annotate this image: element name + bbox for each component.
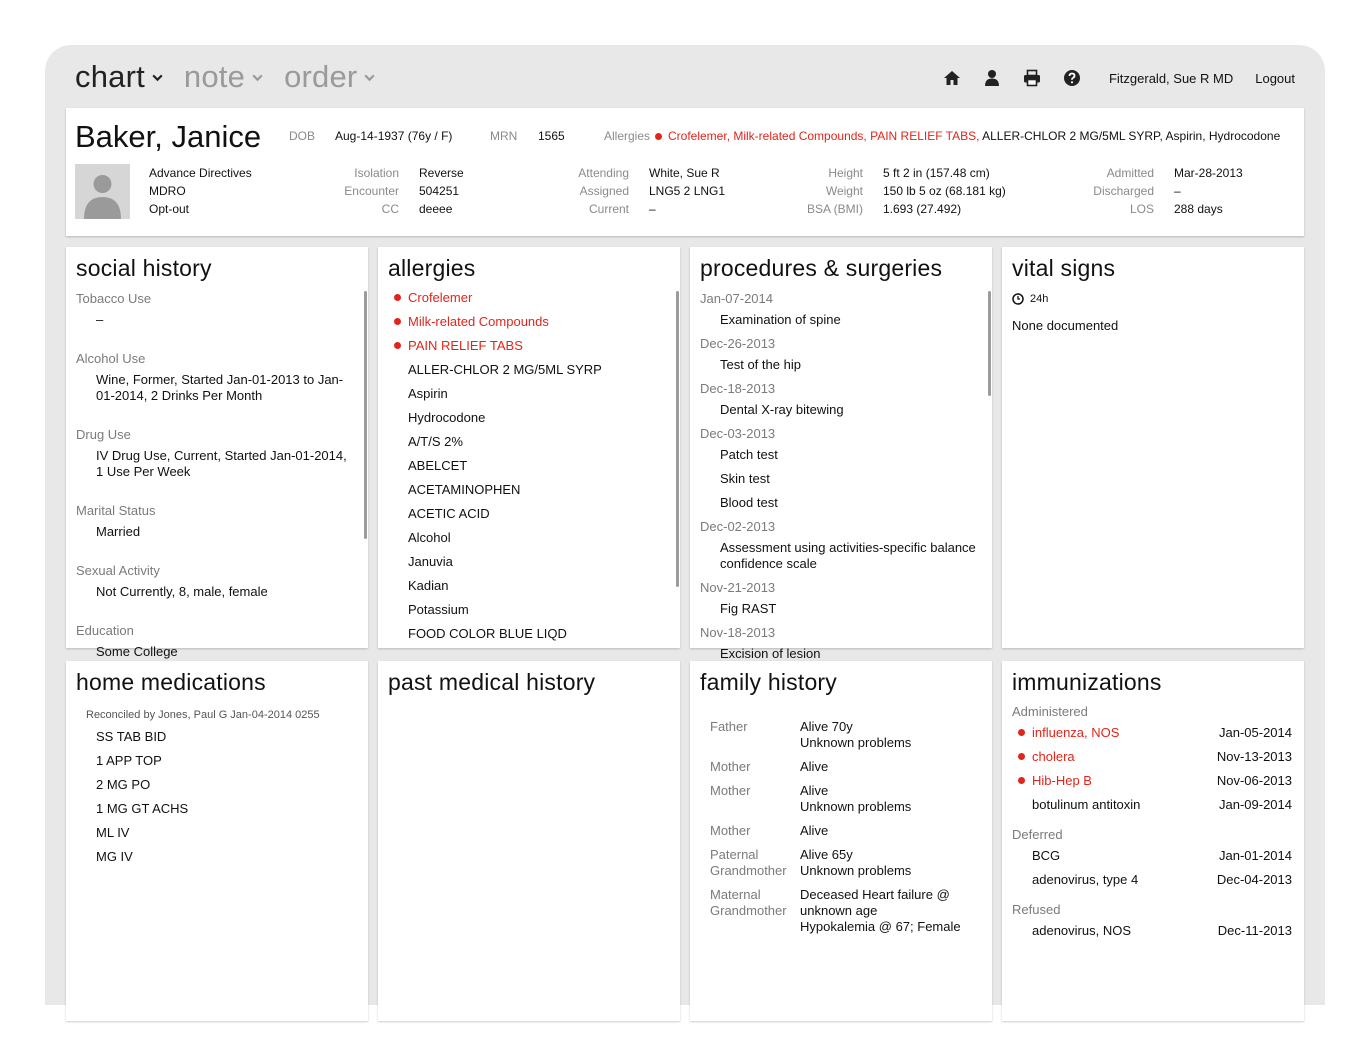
panel-title: immunizations	[1012, 669, 1162, 695]
section-value: Wine, Former, Started Jan-01-2013 to Jan-01-2014, 2 Drinks Per Month	[96, 372, 344, 403]
alert-dot-icon	[655, 133, 662, 140]
menu-order[interactable]	[284, 59, 376, 95]
admission-values	[1174, 165, 1243, 217]
scrollbar[interactable]	[364, 291, 367, 539]
other-allergies: ALLER-CHLOR 2 MG/5ML SYRP, Aspirin, Hydrocodone	[982, 129, 1281, 143]
isolation-label: Isolation	[354, 166, 399, 180]
list-item[interactable]	[1012, 848, 1294, 872]
list-item	[76, 503, 354, 540]
menu-order-label: order	[284, 59, 358, 94]
encounter-label: Encounter	[344, 184, 399, 198]
section-value: –	[96, 312, 104, 327]
relation: Father	[710, 719, 748, 734]
list-item[interactable]	[388, 502, 670, 526]
assigned-label: Assigned	[579, 184, 629, 198]
procedure-item[interactable]: Blood test	[720, 495, 778, 510]
procedure-date: Dec-03-2013	[700, 426, 776, 441]
alert-dot-icon	[394, 342, 401, 349]
procedure-date: Dec-02-2013	[700, 519, 776, 534]
relation: Maternal Grandmother	[710, 887, 787, 918]
chevron-down-icon	[151, 71, 164, 84]
encounter-labels	[331, 165, 399, 217]
immunizations-panel	[1002, 661, 1304, 1021]
list-item[interactable]	[388, 598, 670, 622]
details	[800, 783, 982, 815]
allergy-name: Kadian	[408, 578, 449, 593]
procedures-panel	[690, 247, 992, 661]
scrollbar[interactable]	[676, 291, 679, 587]
allergy-name: Januvia	[408, 554, 453, 569]
panel-title: home medications	[76, 669, 266, 695]
list-item[interactable]	[1012, 749, 1294, 773]
list-item	[76, 623, 354, 660]
current-label: Current	[588, 202, 629, 216]
current-user[interactable]: Fitzgerald, Sue R MD	[1108, 70, 1234, 86]
alert-dot-icon	[394, 318, 401, 325]
list-item[interactable]	[1012, 872, 1294, 896]
admitted-label: Admitted	[1106, 166, 1154, 180]
list-item[interactable]	[388, 286, 670, 310]
procedure-item[interactable]: Assessment using activities-specific balance confidence scale	[720, 540, 976, 571]
attending-label: Attending	[578, 166, 629, 180]
section-value: IV Drug Use, Current, Started Jan-01-2014, 1 Use Per Week	[96, 448, 347, 479]
assigned-value: LNG5 2 LNG1	[649, 184, 726, 198]
weight-value: 150 lb 5 oz (68.181 kg)	[883, 184, 1006, 198]
vitals-body	[1012, 291, 1294, 648]
flag-opt-out[interactable]: Opt-out	[149, 202, 190, 216]
list-item[interactable]	[388, 526, 670, 550]
banner-allergies	[655, 129, 1280, 143]
patient-flags	[149, 165, 252, 217]
mrn-label: MRN	[490, 129, 518, 143]
admitted-value: Mar-28-2013	[1174, 166, 1243, 180]
home-icon[interactable]	[943, 69, 961, 87]
alert-dot-icon	[1018, 753, 1025, 760]
procedure-item[interactable]: Skin test	[720, 471, 770, 486]
vaccine-date: Dec-11-2013	[1217, 923, 1292, 938]
scrollbar[interactable]	[988, 291, 991, 396]
allergy-name: ACETIC ACID	[408, 506, 490, 521]
list-item[interactable]	[388, 430, 670, 454]
family-history-list	[700, 719, 982, 1021]
procedure-item[interactable]: Fig RAST	[720, 601, 777, 616]
allergy-name: ACETAMINOPHEN	[408, 482, 521, 497]
list-item[interactable]	[388, 334, 670, 358]
panel-title: allergies	[388, 255, 476, 281]
vaccine-date: Jan-01-2014	[1219, 848, 1292, 863]
menu-note-label: note	[183, 59, 246, 94]
allergies-label: Allergies	[604, 129, 651, 143]
severe-allergies: Crofelemer, Milk-related Compounds, PAIN RELIEF TABS,	[668, 129, 980, 143]
allergies-list	[388, 286, 670, 648]
time-range[interactable]	[1012, 291, 1294, 307]
allergy-name: Alcohol	[408, 530, 451, 545]
medication-item[interactable]: ML IV	[96, 825, 130, 840]
weight-label: Weight	[825, 184, 863, 198]
table-row	[700, 719, 982, 751]
app-frame	[45, 45, 1325, 1005]
avatar	[75, 164, 130, 219]
section-value: Some College	[96, 644, 178, 659]
isolation-value: Reverse	[419, 166, 464, 180]
cc-value: deeee	[419, 202, 453, 216]
detail-line: Alive 65y	[800, 847, 853, 862]
clock-icon	[1012, 293, 1024, 305]
details	[800, 887, 982, 935]
menu-chart-label: chart	[75, 59, 145, 94]
detail-line: Alive	[800, 783, 829, 798]
detail-line: Unknown problems	[800, 863, 912, 878]
list-item[interactable]	[388, 382, 670, 406]
dob-value: Aug-14-1937 (76y / F)	[335, 129, 453, 143]
procedure-date: Dec-18-2013	[700, 381, 776, 396]
detail-line: Deceased Heart failure @ unknown age	[800, 887, 950, 918]
body-labels	[783, 165, 863, 217]
allergy-name: Crofelemer	[408, 290, 473, 305]
vaccine-name: BCG	[1032, 848, 1061, 863]
bsa-value: 1.693 (27.492)	[883, 202, 962, 216]
details	[800, 823, 982, 839]
list-item	[76, 351, 354, 404]
immunizations-list	[1012, 704, 1294, 1021]
detail-line: Alive 70y	[800, 719, 853, 734]
height-label: Height	[828, 166, 863, 180]
allergy-name: ALLER-CHLOR 2 MG/5ML SYRP	[408, 362, 602, 377]
allergy-name: Hydrocodone	[408, 410, 486, 425]
allergies-panel	[378, 247, 680, 648]
procedure-item[interactable]: Test of the hip	[720, 357, 801, 372]
top-navigation	[45, 45, 1325, 108]
flag-advance-directives[interactable]: Advance Directives	[149, 166, 252, 180]
detail-line: Unknown problems	[800, 735, 912, 750]
allergy-name: ABELCET	[408, 458, 468, 473]
list-item[interactable]	[388, 622, 670, 646]
procedures-list	[700, 291, 976, 661]
relation: Mother	[710, 823, 751, 838]
table-row	[700, 823, 982, 839]
height-value: 5 ft 2 in (157.48 cm)	[883, 166, 990, 180]
procedure-date: Nov-18-2013	[700, 625, 776, 640]
table-row	[700, 887, 982, 935]
patient-banner	[66, 108, 1304, 236]
procedure-item[interactable]: Patch test	[720, 447, 778, 462]
relation: Mother	[710, 783, 751, 798]
list-item[interactable]	[388, 406, 670, 430]
panel-title: social history	[76, 255, 212, 281]
medication-item[interactable]: 1 APP TOP	[96, 753, 162, 768]
reconciled-note: Reconciled by Jones, Paul G Jan-04-2014 0255	[86, 709, 320, 721]
allergy-name: PAIN RELIEF TABS	[408, 338, 523, 353]
section-label: Alcohol Use	[76, 351, 146, 366]
medication-item[interactable]: 2 MG PO	[96, 777, 151, 792]
dob-label: DOB	[289, 129, 316, 143]
past-medical-history-panel	[378, 661, 680, 1021]
details	[800, 719, 982, 751]
cc-label: CC	[381, 202, 399, 216]
table-row	[700, 783, 982, 815]
detail-line: Alive	[800, 823, 829, 838]
toolbar	[943, 69, 1295, 87]
allergy-name: Milk-related Compounds	[408, 314, 549, 329]
alert-dot-icon	[1018, 729, 1025, 736]
home-medications-panel	[66, 661, 368, 1021]
vaccine-name: cholera	[1032, 749, 1075, 764]
main-menu	[75, 59, 376, 95]
menu-note[interactable]	[184, 59, 264, 95]
panel-title: past medical history	[388, 669, 596, 695]
user-icon[interactable]	[983, 69, 1001, 87]
flag-mdro[interactable]: MDRO	[149, 184, 186, 198]
procedure-item[interactable]: Dental X-ray bitewing	[720, 402, 844, 417]
medication-item[interactable]: SS TAB BID	[96, 729, 167, 744]
table-row	[700, 847, 982, 879]
medication-item[interactable]: 1 MG GT ACHS	[96, 801, 189, 816]
vaccine-date: Jan-09-2014	[1219, 797, 1292, 812]
staff-values	[649, 165, 725, 217]
patient-name: Baker, Janice	[75, 119, 262, 154]
admission-labels	[1074, 165, 1154, 217]
encounter-values	[419, 165, 464, 217]
body-values	[883, 165, 1006, 217]
list-item[interactable]	[388, 310, 670, 334]
list-item[interactable]	[388, 574, 670, 598]
detail-line: Hypokalemia @ 67; Female	[800, 919, 961, 934]
time-range-label: 24h	[1030, 293, 1049, 305]
medication-item[interactable]: MG IV	[96, 849, 133, 864]
allergy-name: FOOD COLOR BLUE LIQD	[408, 626, 567, 641]
attending-value: White, Sue R	[649, 166, 720, 180]
list-item[interactable]	[388, 358, 670, 382]
current-value: –	[649, 202, 656, 216]
allergy-name: Aspirin	[408, 386, 448, 401]
los-value: 288 days	[1174, 202, 1223, 216]
person-silhouette-icon	[75, 164, 130, 219]
procedure-date: Nov-21-2013	[700, 580, 776, 595]
section-label: Tobacco Use	[76, 291, 152, 306]
home-medications-list	[76, 707, 358, 1021]
details	[800, 847, 982, 879]
section-label: Sexual Activity	[76, 563, 160, 578]
discharged-label: Discharged	[1093, 184, 1154, 198]
logout-link[interactable]: Logout	[1255, 70, 1295, 86]
list-item[interactable]	[1012, 725, 1294, 749]
family-history-panel	[690, 661, 992, 1021]
relation: Mother	[710, 759, 751, 774]
panel-title: procedures & surgeries	[700, 255, 943, 281]
vaccine-date: Nov-13-2013	[1216, 749, 1292, 764]
detail-line: Alive	[800, 759, 829, 774]
list-item	[76, 563, 354, 600]
section-label: Education	[76, 623, 134, 638]
list-item	[76, 291, 354, 328]
vitals-status: None documented	[1012, 318, 1119, 333]
social-history-list	[76, 291, 354, 659]
list-item[interactable]	[388, 550, 670, 574]
list-item[interactable]	[388, 454, 670, 478]
allergy-name: A/T/S 2%	[408, 434, 463, 449]
vaccine-date: Jan-05-2014	[1219, 725, 1292, 740]
los-label: LOS	[1129, 202, 1154, 216]
list-item[interactable]	[1012, 797, 1294, 821]
chevron-down-icon	[363, 71, 376, 84]
relation: Paternal Grandmother	[710, 847, 787, 878]
procedure-item[interactable]: Examination of spine	[720, 312, 841, 327]
print-icon[interactable]	[1023, 69, 1041, 87]
vaccine-name: Hib-Hep B	[1032, 773, 1092, 788]
allergy-name: Potassium	[408, 602, 469, 617]
section-label: Deferred	[1012, 827, 1063, 842]
vital-signs-panel	[1002, 247, 1304, 648]
vaccine-name: influenza, NOS	[1032, 725, 1120, 740]
alert-dot-icon	[1018, 777, 1025, 784]
vaccine-date: Dec-04-2013	[1216, 872, 1292, 887]
menu-chart[interactable]	[75, 59, 164, 95]
details	[800, 759, 982, 775]
staff-labels	[559, 165, 629, 217]
section-label: Marital Status	[76, 503, 156, 518]
section-label: Drug Use	[76, 427, 131, 442]
bsa-label: BSA (BMI)	[806, 202, 863, 216]
vaccine-name: adenovirus, type 4	[1032, 872, 1139, 887]
discharged-value: –	[1174, 184, 1181, 198]
section-label: Administered	[1012, 704, 1088, 719]
list-item	[76, 427, 354, 480]
section-value: Not Currently, 8, male, female	[96, 584, 268, 599]
list-item[interactable]	[388, 478, 670, 502]
chevron-down-icon	[251, 71, 264, 84]
help-icon[interactable]	[1063, 69, 1081, 87]
procedure-date: Jan-07-2014	[700, 291, 773, 306]
section-label: Refused	[1012, 902, 1061, 917]
procedure-date: Dec-26-2013	[700, 336, 776, 351]
detail-line: Unknown problems	[800, 799, 912, 814]
panel-title: family history	[700, 669, 837, 695]
alert-dot-icon	[394, 294, 401, 301]
list-item[interactable]	[1012, 923, 1294, 947]
social-history-panel	[66, 247, 368, 659]
panel-title: vital signs	[1012, 255, 1116, 281]
vaccine-name: botulinum antitoxin	[1032, 797, 1141, 812]
procedure-item[interactable]: Excision of lesion	[720, 646, 821, 661]
encounter-value: 504251	[419, 184, 460, 198]
vaccine-date: Nov-06-2013	[1216, 773, 1292, 788]
list-item[interactable]	[1012, 773, 1294, 797]
section-value: Married	[96, 524, 141, 539]
table-row	[700, 759, 982, 775]
vaccine-name: adenovirus, NOS	[1032, 923, 1131, 938]
mrn-value: 1565	[538, 129, 565, 143]
